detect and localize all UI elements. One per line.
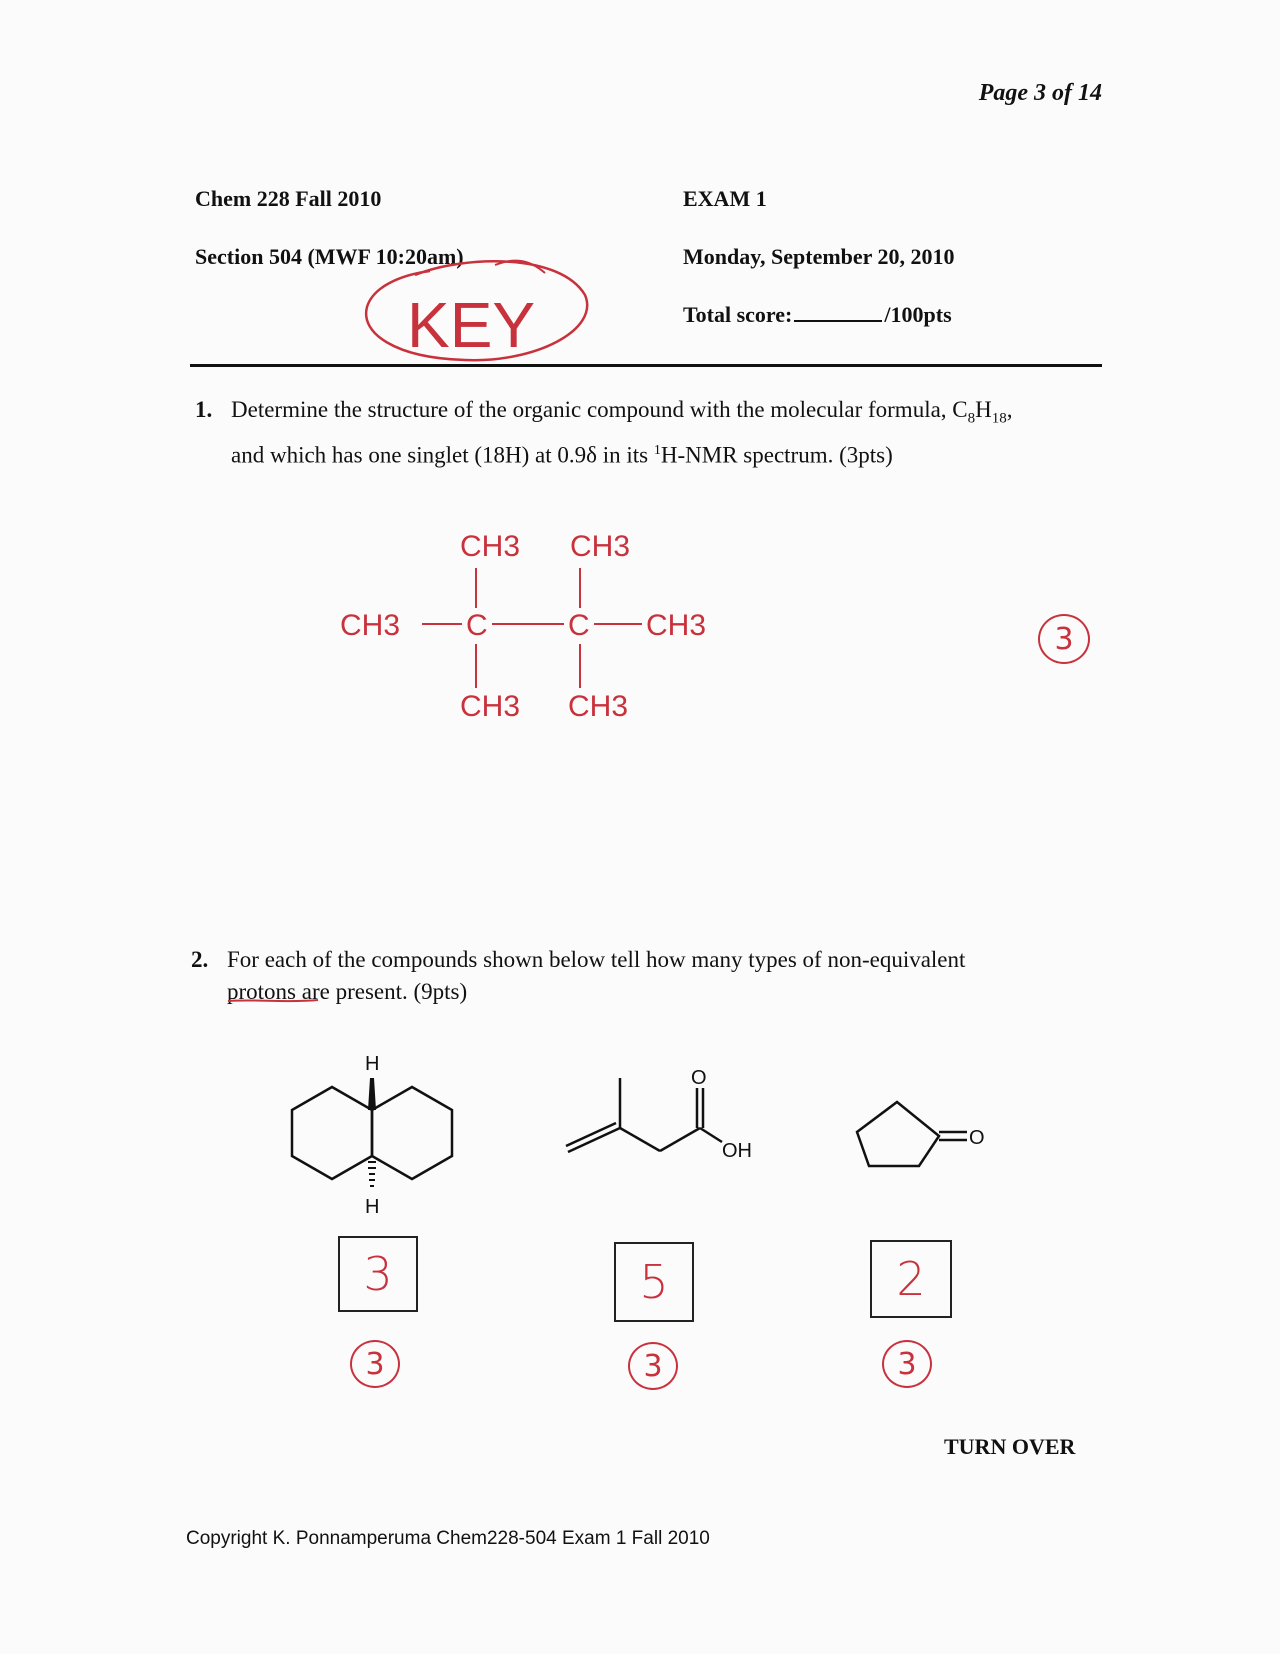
q2-number: 2. bbox=[191, 947, 209, 972]
answer-1-value: 3 bbox=[363, 1247, 393, 1301]
methyl-bottom-left: CH3 bbox=[460, 690, 521, 723]
methyl-top-right: CH3 bbox=[570, 530, 631, 563]
header-divider bbox=[190, 364, 1102, 367]
key-text: KEY bbox=[407, 289, 536, 361]
q1-line-1: Determine the structure of the organic compound with the molecular formula, $C_8H_{18}$, bbox=[231, 397, 1013, 427]
methyl-bottom-right: CH3 bbox=[568, 690, 629, 723]
q1-answer-structure bbox=[330, 520, 750, 750]
atom-o: O bbox=[969, 1127, 985, 1149]
total-score-label: Total score: bbox=[683, 302, 793, 327]
score-circle-1: 3 bbox=[350, 1340, 400, 1388]
answer-box-1 bbox=[338, 1236, 418, 1312]
copyright-footer: Copyright K. Ponnamperuma Chem228-504 Exam 1 Fall 2010 bbox=[186, 1528, 710, 1549]
answer-2-value: 5 bbox=[639, 1255, 669, 1309]
q1-line-2: and which has one singlet (18H) at 0.9δ in its $^1$H-NMR spectrum. (3pts) bbox=[231, 442, 893, 468]
compound-1-decalin bbox=[290, 1050, 470, 1230]
q2-line-1: For each of the compounds shown below tell how many types of non-equivalent bbox=[227, 947, 966, 972]
compound-2-acid bbox=[560, 1062, 760, 1172]
compound-3-cyclopentanone bbox=[855, 1094, 1005, 1174]
q1-score-circle: 3 bbox=[1038, 614, 1090, 664]
carbon-1: C bbox=[466, 609, 488, 642]
question-2 bbox=[191, 944, 1111, 1008]
score-blank bbox=[794, 320, 882, 322]
q1-number: 1. bbox=[195, 397, 213, 422]
answer-box-2 bbox=[614, 1242, 694, 1322]
atom-h-bottom: H bbox=[365, 1196, 380, 1218]
methyl-top-left: CH3 bbox=[460, 530, 521, 563]
course-title: Chem 228 Fall 2010 bbox=[195, 186, 382, 211]
total-score bbox=[683, 302, 952, 328]
turn-over-label: TURN OVER bbox=[944, 1434, 1076, 1459]
answer-3-value: 2 bbox=[896, 1252, 926, 1306]
section-info: Section 504 (MWF 10:20am) bbox=[195, 244, 464, 269]
exam-title: EXAM 1 bbox=[683, 186, 767, 211]
carbon-2: C bbox=[568, 609, 590, 642]
exam-date: Monday, September 20, 2010 bbox=[683, 244, 955, 269]
answer-box-3 bbox=[870, 1240, 952, 1318]
page-number: Page 3 of 14 bbox=[978, 80, 1102, 106]
methyl-right: CH3 bbox=[646, 609, 707, 642]
methyl-left: CH3 bbox=[340, 609, 401, 642]
score-circle-3: 3 bbox=[882, 1340, 932, 1388]
atom-o-carbonyl: O bbox=[691, 1067, 707, 1089]
q2-red-underline bbox=[226, 996, 321, 1006]
key-stamp bbox=[355, 255, 595, 375]
score-circle-2: 3 bbox=[628, 1342, 678, 1390]
question-1 bbox=[195, 394, 1115, 471]
total-score-suffix: /100pts bbox=[884, 302, 952, 327]
atom-oh: OH bbox=[722, 1140, 752, 1162]
q2-line-2: protons are present. (9pts) bbox=[227, 979, 468, 1004]
atom-h-top: H bbox=[365, 1053, 380, 1075]
